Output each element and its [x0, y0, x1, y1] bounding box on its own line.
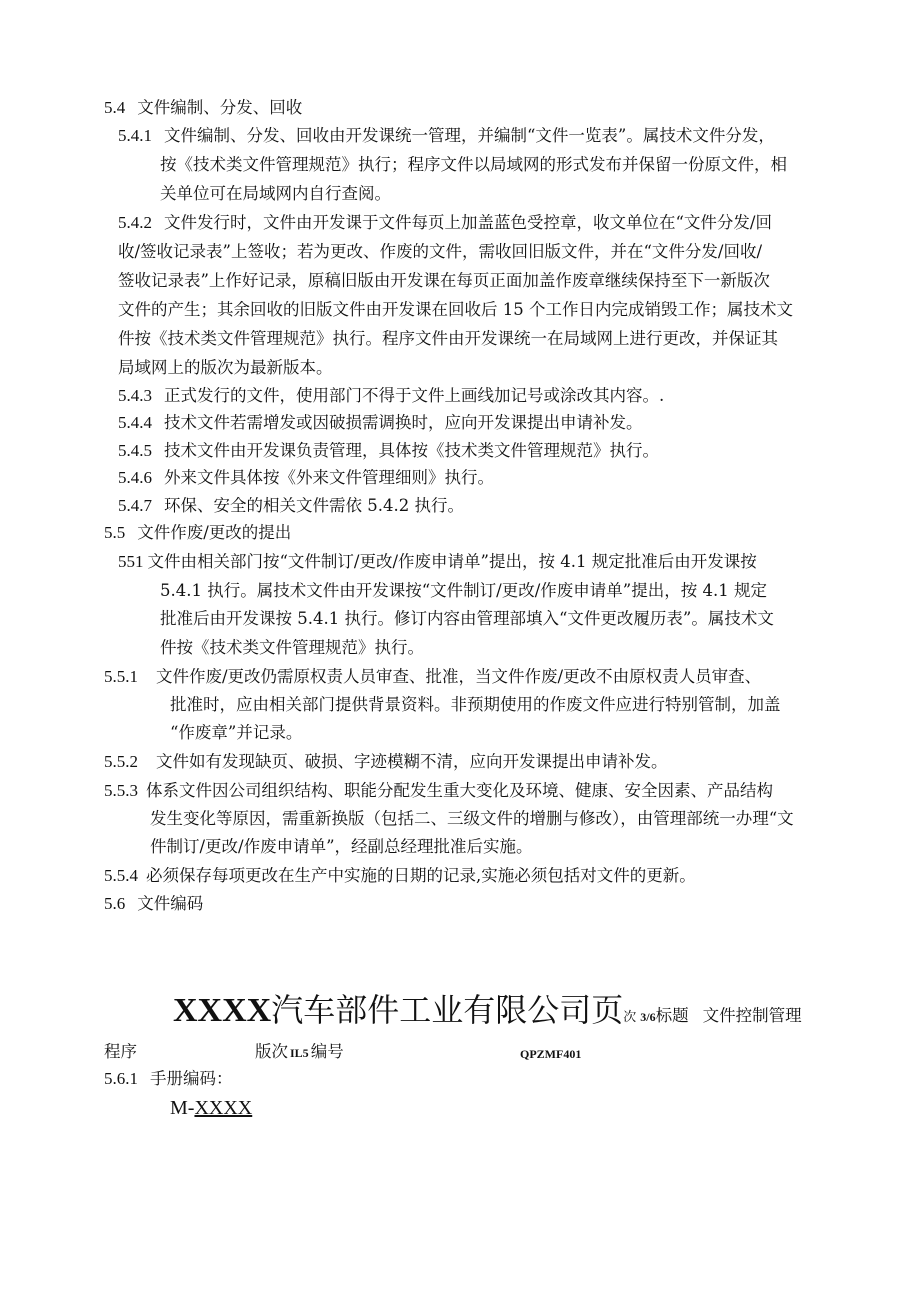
section-5-4-7: 5.4.7 环保、安全的相关文件需依 5.4.2 执行。 — [118, 496, 464, 515]
code-label: 编号 — [310, 1042, 344, 1061]
manual-code-prefix: M- — [170, 1097, 195, 1119]
manual-code — [170, 1094, 252, 1122]
company-name: 汽车部件工业有限公司页 — [271, 991, 624, 1029]
version-label: 版次 — [255, 1042, 288, 1061]
section-5-4-1-line-1: 5.4.1 文件编制、分发、回收由开发课统一管理，并编制“文件一览表”。属技术文件分发， — [118, 126, 775, 145]
section-551-line-4: 件按《技术类文件管理规范》执行。 — [160, 638, 424, 657]
page-header — [173, 988, 802, 1040]
section-5-4-5: 5.4.5 技术文件由开发课负责管理，具体按《技术类文件管理规范》执行。 — [118, 441, 659, 460]
section-5-4-2-line-5: 件按《技术类文件管理规范》执行。程序文件由开发课统一在局域网上进行更改，并保证其 — [118, 329, 778, 348]
section-5-5-2: 5.5.2 文件如有发现缺页、破损、字迹模糊不清，应向开发课提出申请补发。 — [104, 752, 668, 771]
section-5-4-2-line-3: 签收记录表”上作好记录，原稿旧版由开发课在每页正面加盖作废章继续保持至下一新版次 — [118, 271, 770, 290]
section-5-5-3-line-2: 发生变化等原因，需重新换版（包括二、三级文件的增删与修改），由管理部统一办理“文 — [150, 809, 794, 828]
section-5-4-6: 5.4.6 外来文件具体按《外来文件管理细则》执行。 — [118, 468, 494, 487]
section-5-5-1-line-2: 批准时，应由相关部门提供背景资料。非预期使用的作废文件应进行特别管制，加盖 — [170, 695, 781, 714]
section-551-line-1: 551 文件由相关部门按“文件制订/更改/作废申请单”提出，按 4.1 规定批准后由开发课按 — [118, 552, 757, 571]
title-value: 文件控制管理 — [702, 1006, 802, 1025]
section-5-4-heading: 5.4 文件编制、分发、回收 — [104, 98, 303, 117]
section-5-5-4: 5.5.4 必须保存每项更改在生产中实施的日期的记录,实施必须包括对文件的更新。 — [104, 866, 696, 885]
section-5-5-1-line-3: “作废章”并记录。 — [170, 723, 303, 742]
section-5-5-3-line-1: 5.5.3 体系文件因公司组织结构、职能分配发生重大变化及环境、健康、安全因素、产品结构 — [104, 781, 773, 800]
page-number: 3/6 — [640, 1010, 656, 1024]
section-5-4-3: 5.4.3 正式发行的文件，使用部门不得于文件上画线加记号或涂改其内容。. — [118, 386, 665, 405]
manual-code-value: XXXX — [194, 1097, 253, 1119]
title-continuation: 程序 — [104, 1042, 137, 1061]
section-5-4-4: 5.4.4 技术文件若需增发或因破损需调换时，应向开发课提出申请补发。 — [118, 413, 643, 432]
section-5-6-1-heading: 5.6.1 手册编码： — [104, 1069, 233, 1088]
section-5-6-heading: 5.6 文件编码 — [104, 894, 204, 913]
section-5-5-1-line-1: 5.5.1 文件作废/更改仍需原权责人员审查、批准，当文件作废/更改不由原权责人员审查、 — [104, 667, 762, 686]
version-field — [255, 1041, 344, 1064]
section-5-5-3-line-3: 件制订/更改/作废申请单”，经副总经理批准后实施。 — [150, 837, 533, 856]
section-5-4-1-line-3: 关单位可在局域网内自行查阅。 — [160, 184, 391, 203]
section-5-4-2-line-4: 文件的产生；其余回收的旧版文件由开发课在回收后 15 个工作日内完成销毁工作；属技术文 — [118, 300, 793, 319]
title-label: 标题 — [655, 1006, 689, 1025]
version-value: IL5 — [290, 1046, 309, 1060]
section-5-5-heading: 5.5 文件作废/更改的提出 — [104, 523, 292, 542]
company-name-prefix: XXXX — [173, 992, 272, 1029]
section-551-line-3: 批准后由开发课按 5.4.1 执行。修订内容由管理部填入“文件更改履历表”。属技术文 — [160, 609, 774, 628]
section-551-line-2: 5.4.1 执行。属技术文件由开发课按“文件制订/更改/作废申请单”提出，按 4.1 规定 — [160, 581, 767, 600]
section-5-4-1-line-2: 按《技术类文件管理规范》执行；程序文件以局域网的形式发布并保留一份原文件，相 — [160, 155, 787, 174]
document-code: QPZMF401 — [520, 1047, 582, 1061]
section-5-4-2-line-2: 收/签收记录表”上签收；若为更改、作废的文件，需收回旧版文件，并在“文件分发/回收/ — [118, 242, 763, 261]
section-5-4-2-line-1: 5.4.2 文件发行时，文件由开发课于文件每页上加盖蓝色受控章，收文单位在“文件分发/回 — [118, 213, 772, 232]
section-5-4-2-line-6: 局域网上的版次为最新版本。 — [118, 358, 333, 377]
page-label: 次 — [623, 1010, 637, 1025]
